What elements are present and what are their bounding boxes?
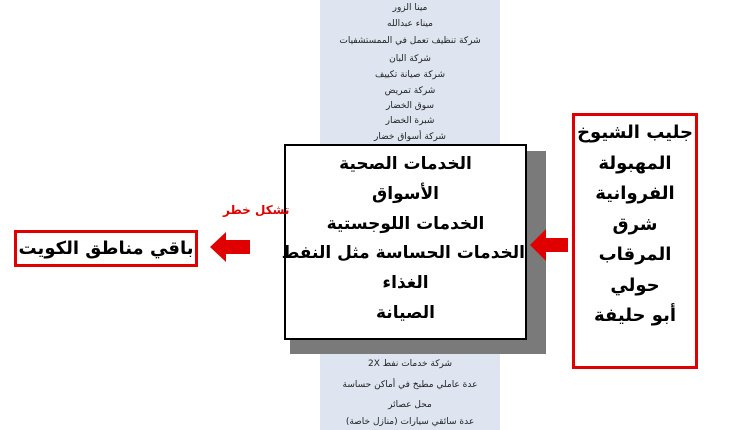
arrow-left-icon [210, 232, 250, 262]
list-item: شركة أسواق خضار [374, 132, 446, 142]
list-item: شركة خدمات نفط 2X [367, 359, 453, 369]
sector-label: الصيانة [376, 303, 435, 323]
list-item: محل عصائر [388, 400, 432, 410]
list-item: شركة البان [389, 54, 431, 64]
list-item: ميناء عبدالله [387, 19, 433, 29]
area-label: المهبولة [598, 153, 672, 174]
area-label: المرقاب [598, 244, 672, 265]
list-item: شركة تمريض [384, 86, 436, 96]
list-item: مينا الزور [392, 3, 428, 13]
list-item: عدة عاملي مطبخ في أماكن حساسة [342, 380, 478, 390]
sector-label: الغذاء [382, 273, 429, 293]
list-item: شركة صيانة تكييف [375, 70, 445, 80]
list-item: عدة سائقي سيارات (منازل خاصة) [345, 417, 475, 427]
arrow-left-icon [530, 229, 568, 261]
area-label: شرق [612, 214, 658, 235]
rest-of-kuwait-box: باقي مناطق الكويت [14, 230, 198, 267]
area-label: أبو حليفة [593, 305, 677, 326]
sector-label: الخدمات الصحية [339, 154, 472, 174]
list-item: سوق الخضار [386, 101, 434, 111]
list-item: شركة تنظيف تعمل في الممستشفيات [339, 36, 481, 46]
area-label: الفروانية [595, 183, 675, 204]
sectors-box [281, 144, 527, 340]
list-item: شبرة الخضار [385, 116, 435, 126]
area-label: جليب الشيوخ [577, 122, 693, 143]
area-label: حولي [610, 275, 660, 296]
sector-label: الخدمات الحساسة مثل النفط [281, 243, 525, 263]
areas-box [572, 113, 698, 369]
sector-label: الخدمات اللوجستية [326, 214, 485, 234]
sector-label: الأسواق [372, 184, 439, 204]
risk-label: تشكل خطر [223, 203, 290, 217]
